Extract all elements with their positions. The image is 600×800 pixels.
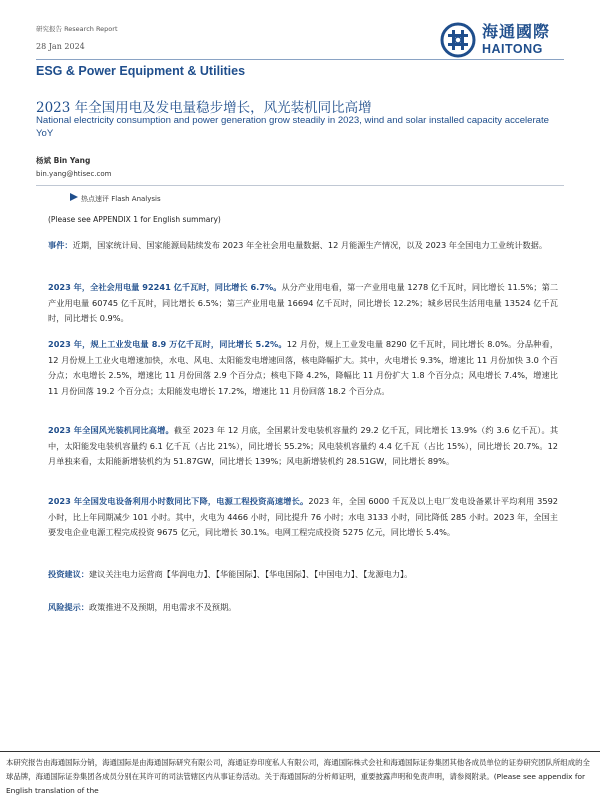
footer-divider <box>0 751 600 752</box>
paragraph-text: 从分产业用电看，第一产业用电量 1278 亿千瓦时，同比增长 11.5%；第二产业用电量 60745 亿千瓦时，同比增长 6.5%；第三产业用电量 16694 亿千瓦时，同比增长 12.2%；城乡居民生活用电量 13524 亿千瓦时，同比增长 0.9%。 <box>48 282 559 323</box>
report-title-en: National electricity consumption and power generation grow steadily in 2023, wind and solar installed capacity accelerate YoY <box>36 115 550 139</box>
author-email[interactable]: bin.yang@htisec.com <box>36 170 112 178</box>
paragraph-generation <box>48 337 558 399</box>
author-name: 杨斌 Bin Yang <box>36 156 91 165</box>
logo-text-en: HAITONG <box>482 42 543 56</box>
flash-analysis-label: 热点速评 Flash Analysis <box>81 195 161 203</box>
paragraph-event <box>48 238 558 254</box>
paragraph-text: 近期，国家统计局、国家能源局陆续发布 2023 年全社会用电量数据、12 月能源生产情况，以及 2023 年全国电力工业统计数据。 <box>72 240 548 250</box>
logo-text-cn: 海通國際 <box>482 22 551 41</box>
paragraph-heading: 投资建议： <box>48 569 89 579</box>
paragraph-heading: 风险提示： <box>48 602 89 612</box>
paragraph-risk <box>48 600 558 616</box>
paragraph-investment-advice <box>48 567 558 583</box>
paragraph-text: 截至 2023 年 12 月底，全国累计发电装机容量约 29.2 亿千瓦，同比增长 13.9%（约 3.6 亿千瓦）。其中，太阳能发电装机容量约 6.1 亿千瓦（占比 21%），同比增长 55.2%；风电装机容量约 4.4 亿千瓦（占比 15%），同比增长 20.7%。12 月单独来看，太阳能新增装机约为 51.87GW，同比增长 139%；风电新增装机约 28.51GW，同比增长 89%。 <box>48 425 559 466</box>
report-type-label: 研究报告 Research Report <box>36 25 118 33</box>
paragraph-text: 2023 年，全国 6000 千瓦及以上电厂发电设备累计平均利用 3592 小时，比上年同期减少 101 小时。其中，火电为 4466 小时，同比提升 76 小时；水电 3133 小时，同比降低 285 小时。2023 年，全国主要发电企业电源工程完成投资 9675 亿元，同比增长 30.1%。电网工程完成投资 5275 亿元，同比增长 5.4%。 <box>48 496 559 537</box>
paragraph-heading: 2023 年全国风光装机同比高增。 <box>48 425 174 435</box>
haitong-logo-icon <box>440 22 476 58</box>
section-divider <box>36 185 564 186</box>
paragraph-heading: 2023 年，规上工业发电量 8.9 万亿千瓦时，同比增长 5.2%。 <box>48 339 287 349</box>
flash-bullet-icon <box>70 193 78 201</box>
header-divider <box>36 59 564 60</box>
paragraph-installed-capacity <box>48 423 558 470</box>
paragraph-text: 建议关注电力运营商【华润电力】、【华能国际】、【华电国际】、【中国电力】、【龙源电力】。 <box>88 569 413 579</box>
appendix-note: (Please see APPENDIX 1 for English summary) <box>48 215 221 224</box>
report-title-cn: 2023 年全国用电及发电量稳步增长，风光装机同比高增 <box>36 100 372 116</box>
footer-disclaimer: 本研究报告由海通国际分销，海通国际是由海通国际研究有限公司，海通证券印度私人有限公司，海通国际株式会社和海通国际证券集团其他各成员单位的证券研究团队所组成的全球品牌，海通国际证券集团各成员分别在其许可的司法管辖区内从事证券活动。关于海通国际的分析师证明，重要披露声明和免责声明，请参阅附录。(Please see appendix for English translation of the <box>6 758 590 795</box>
haitong-logo <box>440 17 568 63</box>
report-date: 28 Jan 2024 <box>36 42 85 51</box>
paragraph-heading: 事件： <box>48 240 73 250</box>
paragraph-heading: 2023 年全国发电设备利用小时数同比下降，电源工程投资高速增长。 <box>48 496 309 506</box>
paragraph-heading: 2023 年，全社会用电量 92241 亿千瓦时，同比增长 6.7%。 <box>48 282 282 292</box>
paragraph-text: 政策推进不及预期，用电需求不及预期。 <box>88 602 237 612</box>
paragraph-utilization <box>48 494 558 541</box>
paragraph-text: 12 月份，规上工业发电量 8290 亿千瓦时，同比增长 8.0%。分品种看，12 月份规上工业火电增速加快，水电、风电、太阳能发电增速回落，核电降幅扩大。其中，火电增长 9.3%，增速比 11 月份加快 3.0 个百分点；水电增长 2.5%，增速比 11 月份回落 2.9 个百分点；核电下降 4.2%，降幅比 11 月份扩大 1.8 个百分点；风电增长 7.4%，增速比 11 月份回落 19.2 个百分点；太阳能发电增长 17.2%，增速比 11 月份回落 18.2 个百分点。 <box>48 339 559 396</box>
sector-heading: ESG & Power Equipment & Utilities <box>36 64 246 78</box>
paragraph-consumption <box>48 280 558 327</box>
